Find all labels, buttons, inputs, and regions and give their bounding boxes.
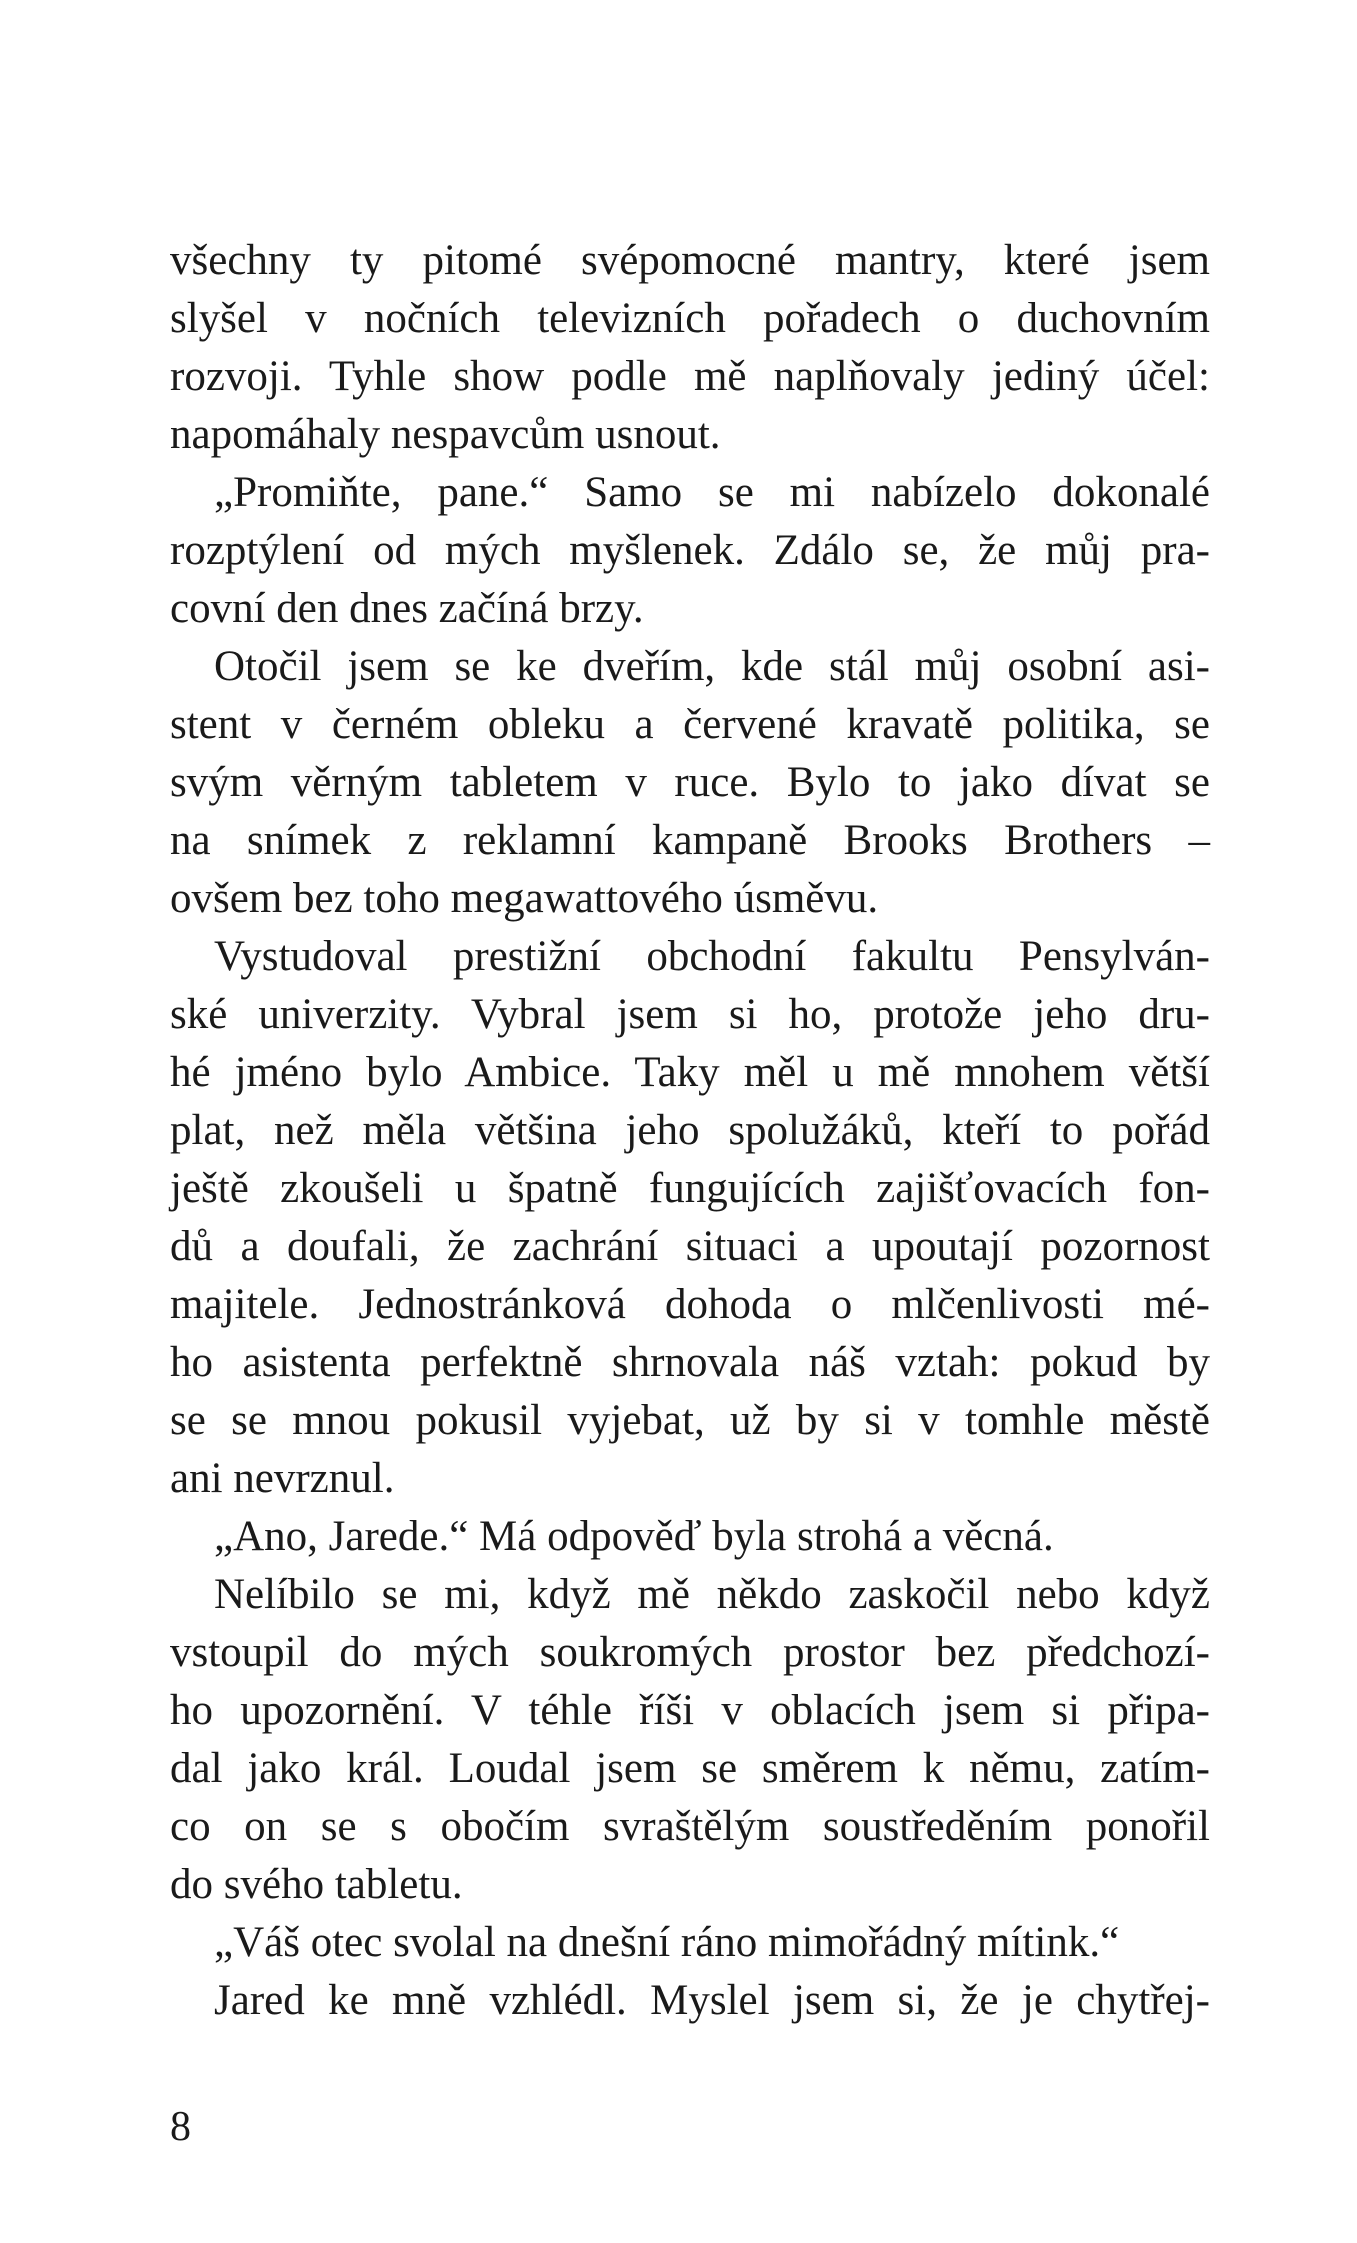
text-line: majitele. Jednostránková dohoda o mlčenlivosti mé- xyxy=(170,1281,1210,1328)
text-line: ještě zkoušeli u špatně fungujících zajišťovacích fon- xyxy=(170,1165,1210,1212)
text-line: hé jméno bylo Ambice. Taky měl u mě mnohem větší xyxy=(170,1049,1210,1096)
text-line: rozptýlení od mých myšlenek. Zdálo se, že můj pra- xyxy=(170,527,1210,574)
text-line: co on se s obočím svraštělým soustředěním ponořil xyxy=(170,1803,1210,1850)
text-line: „Ano, Jarede.“ Má odpověď byla strohá a věcná. xyxy=(214,1513,1054,1560)
text-line: covní den dnes začíná brzy. xyxy=(170,585,644,632)
text-line: Jared ke mně vzhlédl. Myslel jsem si, že je chytřej- xyxy=(214,1977,1210,2024)
text-line: dů a doufali, že zachrání situaci a upoutají pozornost xyxy=(170,1223,1210,1270)
text-line: stent v černém obleku a červené kravatě politika, se xyxy=(170,701,1210,748)
text-line: do svého tabletu. xyxy=(170,1861,463,1908)
text-line: svým věrným tabletem v ruce. Bylo to jako dívat se xyxy=(170,759,1210,806)
text-line: napomáhaly nespavcům usnout. xyxy=(170,411,721,458)
text-line: rozvoji. Tyhle show podle mě naplňovaly jediný účel: xyxy=(170,353,1210,400)
text-line: ovšem bez toho megawattového úsměvu. xyxy=(170,875,879,922)
text-line: Nelíbilo se mi, když mě někdo zaskočil nebo když xyxy=(214,1571,1210,1618)
text-line: všechny ty pitomé svépomocné mantry, které jsem xyxy=(170,237,1210,284)
text-line: Vystudoval prestižní obchodní fakultu Pensylván- xyxy=(214,933,1210,980)
text-line: ho upozornění. V téhle říši v oblacích jsem si připa- xyxy=(170,1687,1210,1734)
text-line: plat, než měla většina jeho spolužáků, kteří to pořád xyxy=(170,1107,1210,1154)
text-line: se se mnou pokusil vyjebat, už by si v tomhle městě xyxy=(170,1397,1210,1444)
body-text xyxy=(170,232,1210,2030)
text-line: ani nevrznul. xyxy=(170,1455,395,1502)
text-line: na snímek z reklamní kampaně Brooks Brothers – xyxy=(170,817,1210,864)
text-line: Otočil jsem se ke dveřím, kde stál můj osobní asi- xyxy=(214,643,1210,690)
text-line: ho asistenta perfektně shrnovala náš vztah: pokud by xyxy=(170,1339,1210,1386)
text-line: ské univerzity. Vybral jsem si ho, protože jeho dru- xyxy=(170,991,1210,1038)
text-line: „Váš otec svolal na dnešní ráno mimořádný mítink.“ xyxy=(214,1919,1120,1966)
text-line: vstoupil do mých soukromých prostor bez předchozí- xyxy=(170,1629,1210,1676)
text-line: slyšel v nočních televizních pořadech o duchovním xyxy=(170,295,1210,342)
text-line: dal jako král. Loudal jsem se směrem k němu, zatím- xyxy=(170,1745,1210,1792)
page-number: 8 xyxy=(170,2104,191,2150)
text-line: „Promiňte, pane.“ Samo se mi nabízelo dokonalé xyxy=(214,469,1210,516)
